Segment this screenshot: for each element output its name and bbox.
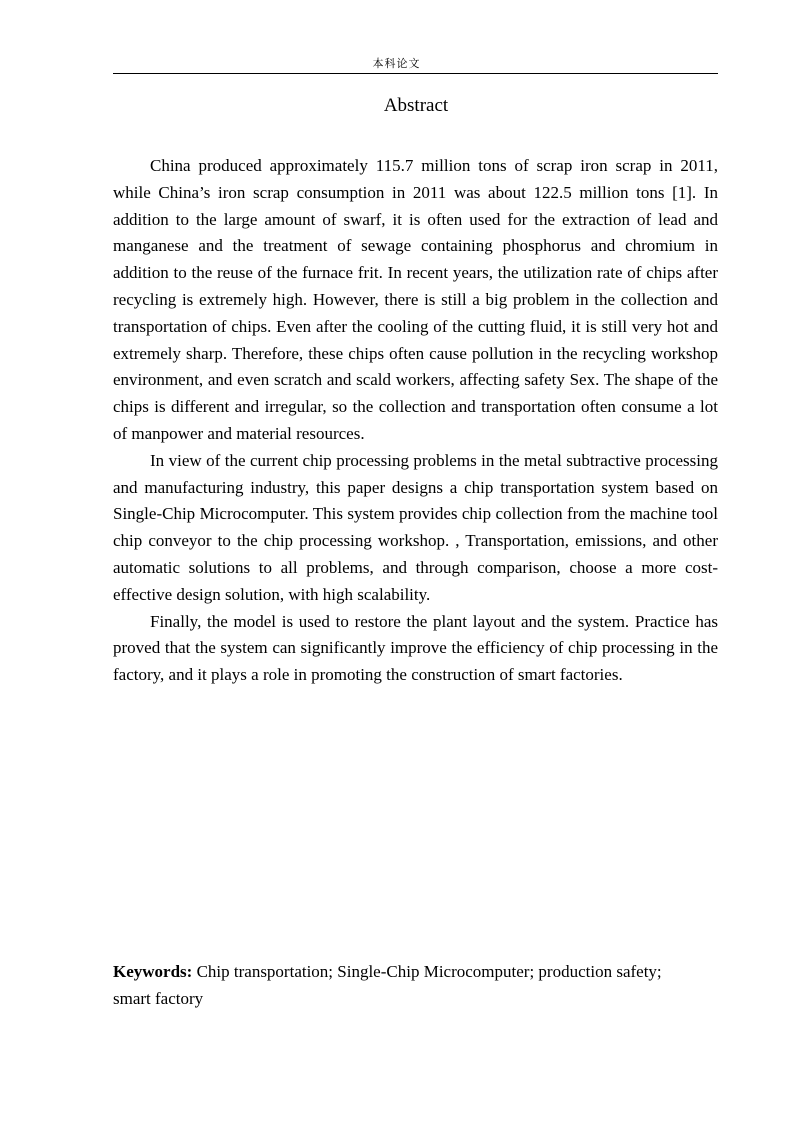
abstract-paragraph: China produced approximately 115.7 million tons of scrap iron scrap in 2011, while China’s iron scrap consumption in 2011 was about 122.5 million tons [1]. In addition to the large amount of swarf, it is often used for the extraction of lead and manganese and the treatment of sewage containing phosphorus and chromium in addition to the reuse of the furnace frit. In recent years, the utilization rate of chips after recycling is extremely high. However, there is still a big problem in the collection and transportation of chips. Even after the cooling of the cutting fluid, it is still very hot and extremely sharp. Therefore, these chips often cause pollution in the recycling workshop environment, and even scratch and scald workers, affecting safety Sex. The shape of the chips is different and irregular, so the collection and transportation often consume a lot of manpower and material resources. — [113, 156, 718, 443]
abstract-paragraph: In view of the current chip processing problems in the metal subtractive processing and manufacturing industry, this paper designs a chip transportation system based on Single-Chip Microcomputer. This system provides chip collection from the machine tool chip conveyor to the chip processing workshop. , Transportation, emissions, and other automatic solutions to all problems, and through comparison, choose a more cost-effective design solution, with high scalability. — [113, 450, 718, 604]
abstract-body — [113, 153, 718, 689]
keywords-text: Chip transportation; Single-Chip Microcomputer; production safety; smart factory — [113, 962, 662, 1008]
keywords-label: Keywords: — [113, 962, 193, 981]
keywords-section — [113, 958, 693, 1012]
abstract-title: Abstract — [383, 95, 449, 116]
header-rule — [113, 73, 718, 74]
abstract-paragraph: Finally, the model is used to restore the plant layout and the system. Practice has proved that the system can significantly improve the efficiency of chip processing in the factory, and it plays a role in promoting the construction of smart factories. — [113, 611, 718, 685]
header-text: 本科论文 — [372, 57, 421, 70]
